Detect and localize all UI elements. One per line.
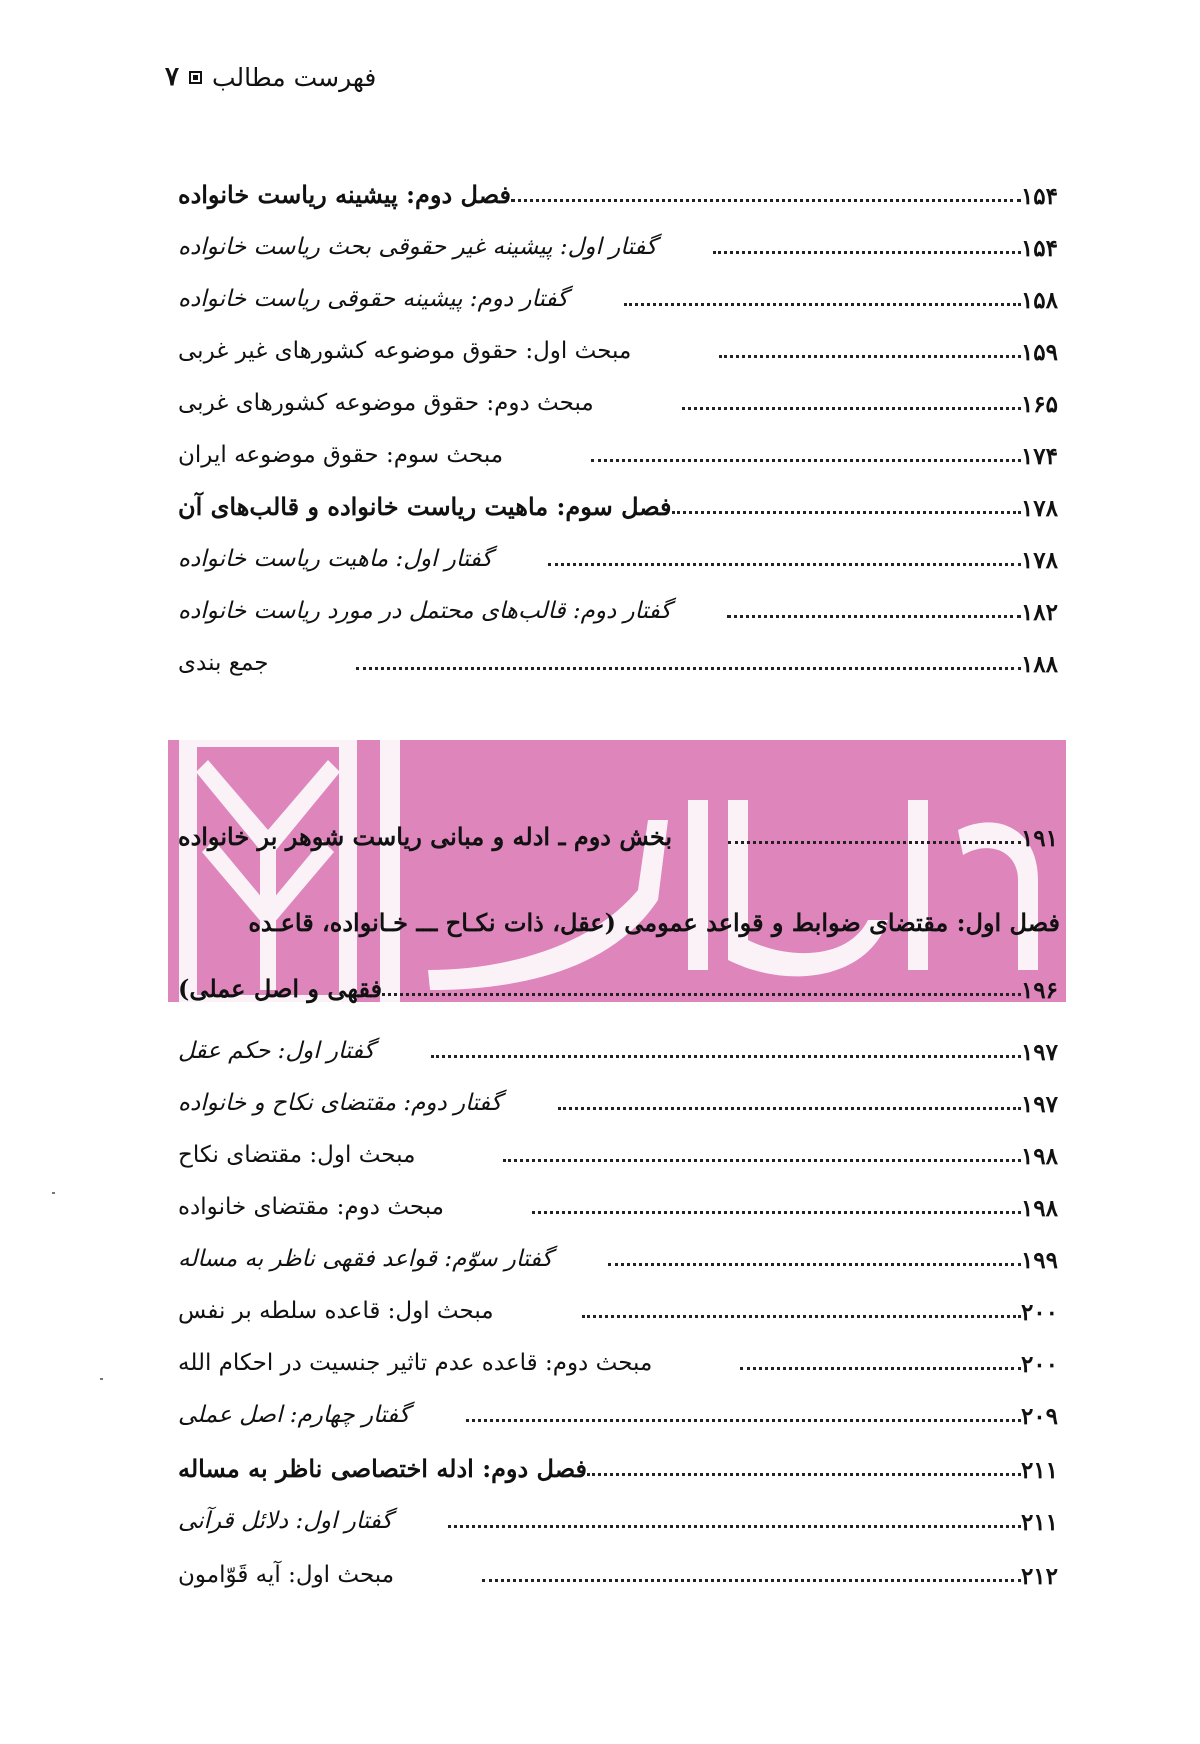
toc-entry[interactable] — [172, 530, 1060, 574]
entry-title: مبحث اول: مقتضای نکاح — [178, 1142, 416, 1169]
dot-leader — [719, 355, 1021, 358]
entry-page: ۱۵۸ — [1020, 287, 1058, 314]
entry-title: گفتار چهارم: اصل عملی — [178, 1402, 410, 1429]
entry-title: فقهی و اصل عملی) — [178, 974, 383, 1004]
toc-entry[interactable] — [172, 374, 1060, 418]
entry-title: گفتار اول: پیشینه غیر حقوقی بحث ریاست خانواده — [178, 234, 657, 261]
toc-entry[interactable] — [172, 808, 1060, 852]
toc-entry[interactable] — [172, 270, 1060, 314]
header-title: فهرست مطالب — [211, 62, 377, 92]
entry-page: ۱۸۸ — [1020, 651, 1058, 678]
entry-page: ۲۱۱ — [1020, 1457, 1058, 1484]
dot-leader — [672, 511, 1021, 514]
entry-title: گفتار دوم: پیشینه حقوقی ریاست خانواده — [178, 286, 569, 313]
header-page-number: ۷ — [165, 62, 179, 92]
entry-title: مبحث اول: آیه قَوّامون — [178, 1562, 395, 1589]
entry-page: ۱۹۶ — [1020, 977, 1058, 1004]
entry-title: جمع بندی — [178, 650, 269, 677]
entry-page: ۲۰۰ — [1020, 1351, 1058, 1378]
entry-title: گفتار دوم: مقتضای نکاح و خانواده — [178, 1090, 502, 1117]
dot-leader — [503, 1159, 1021, 1162]
dot-leader — [713, 251, 1021, 254]
toc-entry[interactable] — [172, 322, 1060, 366]
entry-title: گفتار دوم: قالب‌های محتمل در مورد ریاست خانواده — [178, 598, 672, 625]
dot-leader — [624, 303, 1021, 306]
toc-entry[interactable] — [172, 960, 1060, 1004]
toc-entry[interactable] — [172, 1546, 1060, 1590]
dot-leader — [548, 563, 1021, 566]
toc-entry[interactable] — [172, 634, 1060, 678]
dot-leader — [532, 1211, 1021, 1214]
entry-page: ۱۹۱ — [1020, 825, 1058, 852]
toc-entry[interactable] — [172, 1178, 1060, 1222]
entry-title: گفتار اول: حکم عقل — [178, 1038, 375, 1065]
toc-entry[interactable] — [172, 426, 1060, 470]
dot-leader — [558, 1107, 1021, 1110]
dot-leader — [482, 1579, 1021, 1582]
dot-leader — [587, 1473, 1021, 1476]
toc-entry[interactable] — [172, 582, 1060, 626]
scan-speck — [52, 1192, 55, 1194]
dot-leader — [727, 615, 1021, 618]
dot-leader — [582, 1315, 1021, 1318]
toc-entry[interactable] — [172, 1126, 1060, 1170]
entry-page: ۱۵۹ — [1020, 339, 1058, 366]
entry-page: ۱۵۴ — [1020, 235, 1058, 262]
entry-title: مبحث اول: حقوق موضوعه کشورهای غیر غربی — [178, 338, 632, 365]
entry-page: ۲۱۲ — [1020, 1563, 1058, 1590]
dot-leader — [431, 1055, 1021, 1058]
entry-page: ۱۷۴ — [1020, 443, 1058, 470]
entry-title-line1: فصل اول: مقتضای ضوابط و قواعد عمومی (عقل، ذات نکـاح ـــ خـانواده، قاعـده — [248, 908, 1060, 937]
entry-title: گفتار اول: دلائل قرآنی — [178, 1508, 393, 1535]
entry-page: ۱۹۷ — [1020, 1039, 1058, 1066]
toc-entry[interactable] — [172, 1282, 1060, 1326]
entry-title: گفتار سوّم: قواعد فقهی ناظر به مساله — [178, 1246, 553, 1273]
entry-page: ۱۹۸ — [1020, 1143, 1058, 1170]
dot-leader — [740, 1367, 1021, 1370]
entry-title: گفتار اول: ماهیت ریاست خانواده — [178, 546, 493, 573]
toc-entry[interactable] — [172, 218, 1060, 262]
toc-entry[interactable] — [172, 1492, 1060, 1536]
entry-title: مبحث اول: قاعده سلطه بر نفس — [178, 1298, 494, 1325]
entry-page: ۱۹۹ — [1020, 1247, 1058, 1274]
entry-page: ۱۵۴ — [1020, 183, 1058, 210]
entry-title: مبحث دوم: قاعده عدم تاثیر جنسیت در احکام الله — [178, 1350, 653, 1377]
entry-page: ۲۰۹ — [1020, 1403, 1058, 1430]
dot-leader — [448, 1525, 1021, 1528]
scan-speck — [100, 1378, 103, 1380]
dot-leader — [466, 1419, 1021, 1422]
square-bullet-icon — [189, 71, 202, 84]
toc-entry[interactable] — [172, 1074, 1060, 1118]
toc-entry[interactable] — [172, 478, 1060, 522]
toc-entry[interactable] — [172, 1386, 1060, 1430]
dot-leader — [356, 667, 1020, 670]
dot-leader — [608, 1263, 1021, 1266]
dot-leader — [511, 199, 1021, 202]
entry-page: ۱۸۲ — [1020, 599, 1058, 626]
entry-page: ۲۱۱ — [1020, 1509, 1058, 1536]
entry-title: بخش دوم ـ ادله و مبانی ریاست شوهر بر خانواده — [178, 822, 673, 852]
entry-title: فصل سوم: ماهیت ریاست خانواده و قالب‌های آن — [178, 492, 672, 522]
toc-entry[interactable] — [172, 166, 1060, 210]
dot-leader — [382, 993, 1021, 996]
entry-title: مبحث دوم: حقوق موضوعه کشورهای غربی — [178, 390, 594, 417]
entry-title: فصل دوم: پیشینه ریاست خانواده — [178, 180, 511, 210]
entry-title: مبحث سوم: حقوق موضوعه ایران — [178, 442, 504, 469]
entry-title: مبحث دوم: مقتضای خانواده — [178, 1194, 445, 1221]
entry-page: ۱۷۸ — [1020, 495, 1058, 522]
toc-entry[interactable] — [172, 1022, 1060, 1066]
entry-page: ۱۹۸ — [1020, 1195, 1058, 1222]
toc-entry[interactable] — [172, 1334, 1060, 1378]
entry-page: ۲۰۰ — [1020, 1299, 1058, 1326]
entry-title: فصل دوم: ادله اختصاصی ناظر به مساله — [178, 1454, 588, 1484]
toc-entry[interactable] — [172, 1440, 1060, 1484]
toc-entry[interactable] — [172, 1230, 1060, 1274]
dot-leader — [728, 841, 1021, 844]
entry-page: ۱۷۸ — [1020, 547, 1058, 574]
entry-page: ۱۶۵ — [1020, 391, 1058, 418]
dot-leader — [591, 459, 1021, 462]
entry-page: ۱۹۷ — [1020, 1091, 1058, 1118]
page-header — [165, 62, 376, 92]
dot-leader — [682, 407, 1021, 410]
